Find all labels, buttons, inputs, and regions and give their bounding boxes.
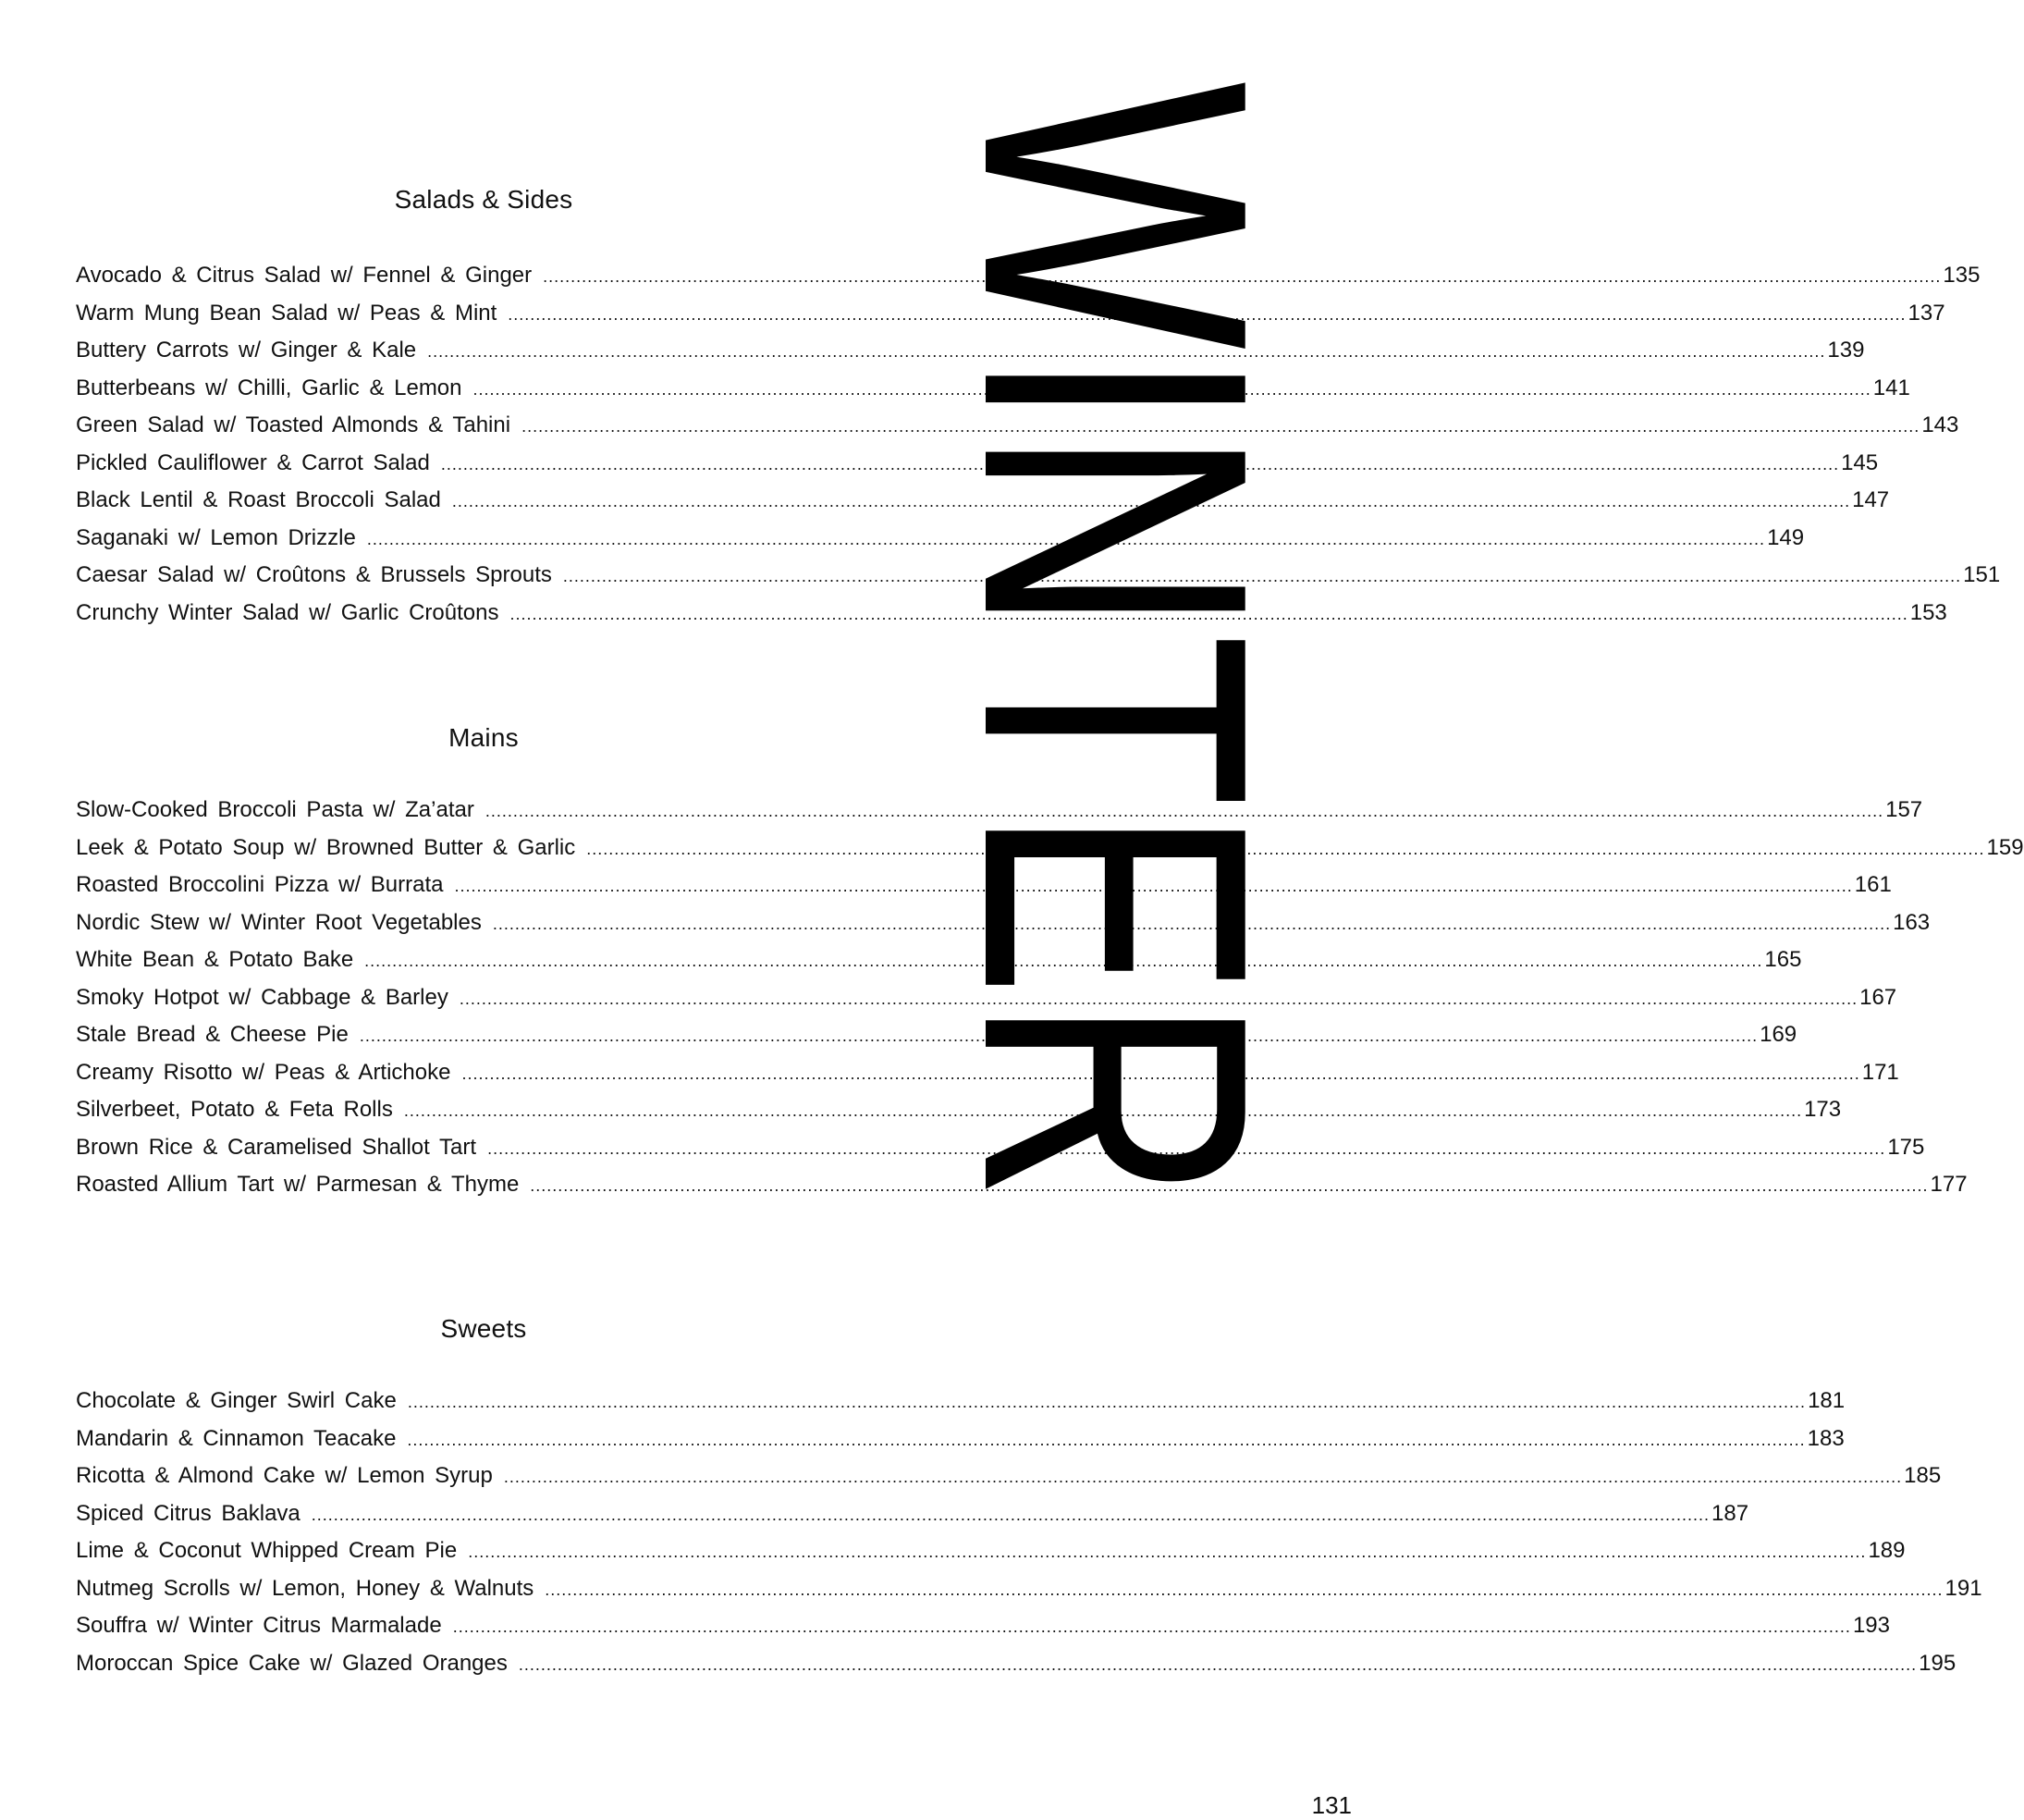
entry-page-number: 143: [1921, 412, 1959, 437]
entry-title: Silverbeet, Potato & Feta Rolls: [76, 1097, 393, 1122]
entry-title: Mandarin & Cinnamon Teacake: [76, 1425, 397, 1451]
contents-entry: [76, 370, 1910, 408]
entry-title: Green Salad w/ Toasted Almonds & Tahini: [76, 412, 511, 437]
entry-title: Ricotta & Almond Cake w/ Lemon Syrup: [76, 1463, 493, 1488]
entry-title: Spiced Citrus Baklava: [76, 1500, 301, 1526]
entry-page-number: 151: [1963, 562, 2001, 587]
contents-entry: [76, 867, 1892, 904]
contents-entry: [76, 830, 2024, 867]
entry-title: White Bean & Potato Bake: [76, 947, 354, 972]
contents-entry: [76, 941, 1802, 979]
contents-entry: [76, 1129, 1925, 1167]
dot-leader: [408, 1383, 1806, 1421]
contents-entry: [76, 1495, 1749, 1533]
contents-entry: [76, 792, 1923, 830]
entry-title: Warm Mung Bean Salad w/ Peas & Mint: [76, 300, 497, 326]
entry-page-number: 175: [1887, 1134, 1925, 1160]
contents-entry: [76, 557, 2001, 595]
entry-page-number: 183: [1807, 1425, 1845, 1451]
entry-title: Nutmeg Scrolls w/ Lemon, Honey & Walnuts: [76, 1575, 534, 1601]
contents-list: [76, 792, 2024, 1204]
dot-leader: [453, 1608, 1851, 1646]
contents-entry: [76, 1645, 1957, 1683]
entry-page-number: 145: [1841, 449, 1879, 475]
contents-entry: [76, 979, 1897, 1017]
entry-title: Saganaki w/ Lemon Drizzle: [76, 524, 356, 550]
contents-entry: [76, 1016, 1797, 1054]
entry-title: Butterbeans w/ Chilli, Garlic & Lemon: [76, 375, 462, 400]
contents-list: [76, 1383, 1982, 1682]
entry-page-number: 185: [1904, 1463, 1942, 1488]
contents-entry: [76, 295, 1945, 333]
entry-page-number: 181: [1808, 1388, 1846, 1413]
entry-page-number: 177: [1930, 1172, 1968, 1197]
contents-entry: [76, 1383, 1846, 1420]
entry-title: Chocolate & Ginger Swirl Cake: [76, 1388, 397, 1413]
section-title: Sweets: [440, 1314, 527, 1343]
season-title-text: WINTER: [905, 81, 1326, 1570]
contents-entry: [76, 1457, 1942, 1495]
contents-entry: [76, 1091, 1842, 1129]
entry-title: Nordic Stew w/ Winter Root Vegetables: [76, 909, 482, 935]
entry-title: Roasted Broccolini Pizza w/ Burrata: [76, 872, 444, 897]
entry-page-number: 157: [1885, 797, 1923, 822]
entry-page-number: 187: [1711, 1500, 1749, 1526]
entry-title: Caesar Salad w/ Croûtons & Brussels Sprouts: [76, 562, 552, 587]
entry-page-number: 161: [1854, 872, 1892, 897]
entry-title: Buttery Carrots w/ Ginger & Kale: [76, 338, 417, 363]
season-title-graphic: [905, 81, 1326, 1570]
contents-entry: [76, 904, 1931, 942]
entry-page-number: 153: [1909, 599, 1947, 625]
entry-page-number: 149: [1767, 524, 1805, 550]
entry-page-number: 195: [1919, 1650, 1957, 1676]
entry-title: Avocado & Citrus Salad w/ Fennel & Ginger: [76, 263, 533, 288]
entry-page-number: 191: [1944, 1575, 1982, 1601]
entry-title: Brown Rice & Caramelised Shallot Tart: [76, 1134, 477, 1160]
entry-title: Black Lentil & Roast Broccoli Salad: [76, 487, 441, 512]
contents-entry: [76, 1166, 1968, 1204]
entry-page-number: 137: [1907, 300, 1945, 326]
contents-entry: [76, 595, 1947, 633]
section-title: Mains: [448, 723, 519, 752]
entry-page-number: 173: [1804, 1097, 1842, 1122]
contents-entry: [76, 1532, 1906, 1570]
contents-entry: [76, 520, 1805, 558]
entry-title: Slow-Cooked Broccoli Pasta w/ Za’atar: [76, 797, 474, 822]
entry-page-number: 165: [1764, 947, 1802, 972]
entry-title: Leek & Potato Soup w/ Browned Butter & Garlic: [76, 834, 576, 860]
dot-leader: [468, 1533, 1866, 1571]
entry-page-number: 167: [1859, 984, 1897, 1010]
contents-entry: [76, 1054, 1899, 1092]
contents-entry: [76, 482, 1890, 520]
entry-title: Pickled Cauliflower & Carrot Salad: [76, 449, 430, 475]
entry-page-number: 147: [1852, 487, 1890, 512]
season-title: [905, 81, 1326, 1570]
entry-page-number: 163: [1893, 909, 1931, 935]
entry-page-number: 159: [1986, 834, 2024, 860]
contents-entry: [76, 1607, 1890, 1645]
contents-entry: [76, 445, 1879, 483]
dot-leader: [504, 1458, 1902, 1496]
entry-page-number: 171: [1861, 1059, 1899, 1085]
entry-page-number: 169: [1760, 1022, 1797, 1047]
contents-entry: [76, 257, 1981, 295]
section-title: Salads & Sides: [394, 185, 573, 214]
dot-leader: [312, 1496, 1710, 1534]
dot-leader: [545, 1571, 1943, 1609]
contents-entry: [76, 1570, 1982, 1608]
entry-title: Smoky Hotpot w/ Cabbage & Barley: [76, 984, 448, 1010]
contents-entry: [76, 407, 1959, 445]
entry-page-number: 139: [1827, 338, 1865, 363]
entry-title: Crunchy Winter Salad w/ Garlic Croûtons: [76, 599, 499, 625]
section-mains: [76, 719, 2024, 1197]
entry-title: Roasted Allium Tart w/ Parmesan & Thyme: [76, 1172, 520, 1197]
entry-page-number: 135: [1943, 263, 1981, 288]
dot-leader: [407, 1421, 1805, 1459]
page-number: 131: [1311, 1791, 1352, 1819]
section-salads-sides: [76, 181, 2001, 625]
dot-leader: [519, 1646, 1917, 1684]
section-sweets: [76, 1310, 1982, 1676]
entry-title: Stale Bread & Cheese Pie: [76, 1022, 349, 1047]
entry-page-number: 189: [1868, 1538, 1906, 1563]
entry-title: Moroccan Spice Cake w/ Glazed Oranges: [76, 1650, 508, 1676]
contents-entry: [76, 1420, 1845, 1458]
contents-list: [76, 257, 2001, 632]
entry-title: Souffra w/ Winter Citrus Marmalade: [76, 1613, 442, 1638]
entry-title: Creamy Risotto w/ Peas & Artichoke: [76, 1059, 451, 1085]
entry-page-number: 141: [1872, 375, 1910, 400]
entry-title: Lime & Coconut Whipped Cream Pie: [76, 1538, 458, 1563]
entry-page-number: 193: [1852, 1613, 1890, 1638]
contents-entry: [76, 332, 1865, 370]
